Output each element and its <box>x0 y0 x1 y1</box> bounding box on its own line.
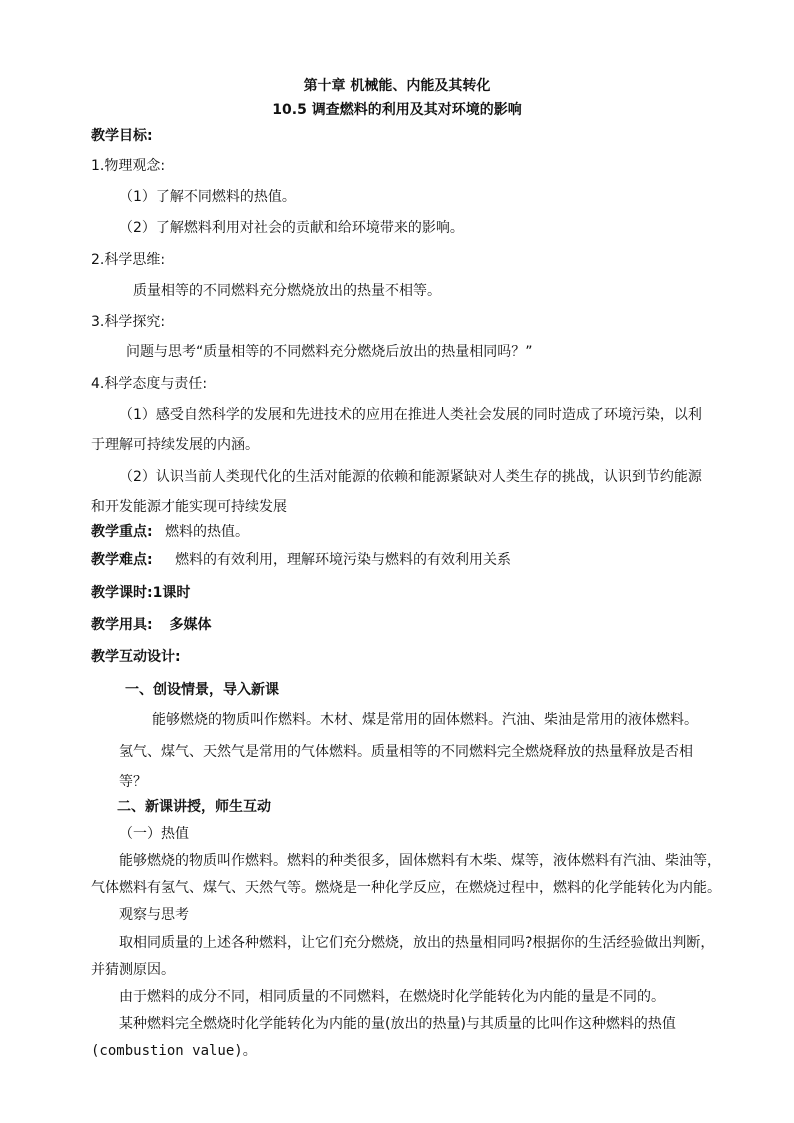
design-heading: 教学互动设计: <box>91 649 181 665</box>
part-1-heading: 一、创设情景，导入新课 <box>125 682 279 698</box>
sub-1-heading: （一）热值 <box>119 826 189 842</box>
part-2-heading: 二、新课讲授，师生互动 <box>117 799 271 815</box>
part-1-line-3: 等？ <box>119 774 147 790</box>
objective-4-item-2-line-2: 和开发能源才能实现可持续发展 <box>91 499 287 515</box>
tools-row <box>91 616 211 634</box>
tools-label: 教学用具: <box>91 617 153 633</box>
objective-4-item-1-line-2: 于理解可持续发展的内涵。 <box>91 437 259 453</box>
definition-line-2: (combustion value)。 <box>91 1043 257 1059</box>
hours-row <box>91 584 190 602</box>
key-point-value: 燃料的热值。 <box>165 524 250 540</box>
objective-1-heading: 1.物理观念: <box>91 158 166 174</box>
chapter-title: 第十章 机械能、内能及其转化 <box>303 78 491 94</box>
part-1-line-2: 氢气、煤气、天然气是常用的气体燃料。质量相等的不同燃料完全燃烧释放的热量释放是否相 <box>119 744 693 760</box>
tools-value: 多媒体 <box>169 617 212 633</box>
hours-label: 教学课时: <box>91 585 153 601</box>
objective-1-item-1: （1）了解不同燃料的热值。 <box>119 189 296 205</box>
objective-3-item-1: 问题与思考“质量相等的不同燃料充分燃烧后放出的热量相同吗？” <box>126 344 533 360</box>
objective-4-heading: 4.科学态度与责任: <box>91 376 208 392</box>
sub-1-line-1: 能够燃烧的物质叫作燃料。燃料的种类很多，固体燃料有木柴、煤等，液体燃料有汽油、柴油等， <box>119 853 721 869</box>
objective-3-heading: 3.科学探究: <box>91 314 166 330</box>
observe-line-1: 取相同质量的上述各种燃料，让它们充分燃烧，放出的热量相同吗?根据你的生活经验做出判断， <box>119 935 715 951</box>
objectives-heading: 教学目标: <box>91 128 153 144</box>
objective-2-item-1: 质量相等的不同燃料充分燃烧放出的热量不相等。 <box>133 283 441 299</box>
objective-2-heading: 2.科学思维: <box>91 252 166 268</box>
hours-value: 1课时 <box>152 585 191 601</box>
difficulty-value: 燃料的有效利用，理解环境污染与燃料的有效利用关系 <box>175 552 512 568</box>
observe-heading: 观察与思考 <box>119 907 189 923</box>
section-title: 10.5 调查燃料的利用及其对环境的影响 <box>272 102 522 118</box>
key-point-row <box>91 523 249 541</box>
key-point-label: 教学重点: <box>91 524 153 540</box>
definition-line-1: 某种燃料完全燃烧时化学能转化为内能的量(放出的热量)与其质量的比叫作这种燃料的热值 <box>119 1016 676 1032</box>
objective-4-item-1-line-1: （1）感受自然科学的发展和先进技术的应用在推进人类社会发展的同时造成了环境污染，以利 <box>119 407 702 423</box>
observe-line-2: 并猜测原因。 <box>91 962 175 978</box>
objective-1-item-2: （2）了解燃料利用对社会的贡献和给环境带来的影响。 <box>119 220 464 236</box>
difficulty-label: 教学难点: <box>91 552 153 568</box>
objective-4-item-2-line-1: （2）认识当前人类现代化的生活对能源的依赖和能源紧缺对人类生存的挑战，认识到节约能源 <box>119 469 702 485</box>
reason-line: 由于燃料的成分不同，相同质量的不同燃料，在燃烧时化学能转化为内能的量是不同的。 <box>119 989 665 1005</box>
difficulty-row <box>91 551 511 569</box>
sub-1-line-2: 气体燃料有氢气、煤气、天然气等。燃烧是一种化学反应，在燃烧过程中，燃料的化学能转化为内能。 <box>91 880 721 896</box>
part-1-line-1: 能够燃烧的物质叫作燃料。木材、煤是常用的固体燃料。汽油、柴油是常用的液体燃料。 <box>152 712 698 728</box>
